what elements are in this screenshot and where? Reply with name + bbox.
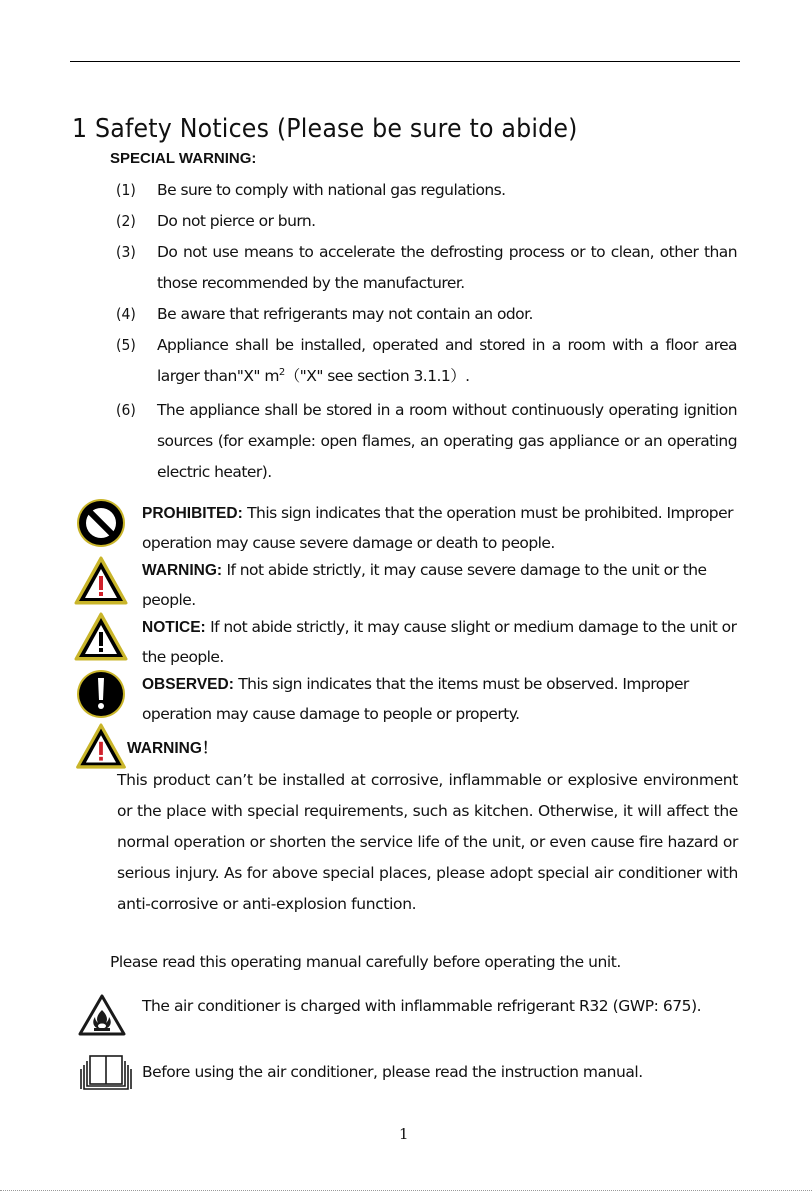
item-text: Do not pierce or burn. bbox=[157, 212, 316, 230]
sign-warning-text bbox=[142, 556, 742, 614]
item-number: (5) bbox=[116, 336, 136, 354]
item-text bbox=[157, 330, 737, 392]
sign-label: WARNING: bbox=[142, 562, 223, 579]
sign-description: This sign indicates that the items must be observed. Improper operation may cause damage to people or property. bbox=[142, 675, 689, 723]
sign-observed-text bbox=[142, 670, 742, 728]
flammable-refrigerant-notice: The air conditioner is charged with inflammable refrigerant R32 (GWP: 675). bbox=[142, 997, 702, 1015]
warning-block-text: This product can’t be installed at corrosive, inflammable or explosive environment or the place with special requirements, such as kitchen. Otherwise, it will affect the normal operation or shorten the service life of the unit, or even cause fire hazard or serious injury. As for above special places, please adopt special air conditioner with anti-corrosive or anti-explosion function. bbox=[117, 771, 738, 913]
item-text: Do not use means to accelerate the defrosting process or to clean, other than those recommended by the manufacturer. bbox=[157, 243, 737, 292]
please-read-notice: Please read this operating manual carefully before operating the unit. bbox=[110, 953, 621, 971]
item-number: (4) bbox=[116, 305, 136, 323]
item-text: The appliance shall be stored in a room without continuously operating ignition sources (for example: open flames, an operating gas appliance or an operating electric heater). bbox=[157, 401, 737, 481]
sign-description: This sign indicates that the operation must be prohibited. Improper operation may cause severe damage or death to people. bbox=[142, 504, 733, 552]
item-number: (3) bbox=[116, 243, 136, 261]
warning-triangle-icon bbox=[74, 723, 128, 770]
sign-prohibited-text bbox=[142, 499, 742, 557]
item-text: Be sure to comply with national gas regulations. bbox=[157, 181, 506, 199]
special-warning-heading: SPECIAL WARNING: bbox=[110, 150, 257, 167]
read-manual-notice: Before using the air conditioner, please read the instruction manual. bbox=[142, 1063, 643, 1081]
page-number: 1 bbox=[399, 1125, 409, 1143]
page-bottom-edge bbox=[0, 1190, 812, 1191]
item-text-main: Appliance shall be installed, operated and stored in a room with a floor area larger than"X" m bbox=[157, 336, 737, 385]
item-number: (1) bbox=[116, 181, 136, 199]
sign-description: If not abide strictly, it may cause severe damage to the unit or the people. bbox=[142, 561, 707, 609]
header-rule bbox=[70, 61, 740, 62]
warning-block-title: WARNING！ bbox=[127, 740, 218, 757]
warning-triangle-icon bbox=[74, 556, 128, 606]
observed-circle-icon bbox=[75, 668, 127, 720]
flammable-warning-icon bbox=[77, 993, 127, 1037]
sign-description: If not abide strictly, it may cause slight or medium damage to the unit or the people. bbox=[142, 618, 737, 666]
sign-label: NOTICE: bbox=[142, 619, 206, 636]
sign-notice-text bbox=[142, 613, 742, 671]
item-number: (2) bbox=[116, 212, 136, 230]
notice-triangle-icon bbox=[74, 612, 128, 662]
section-title: 1 Safety Notices (Please be sure to abide) bbox=[72, 114, 578, 144]
prohibited-icon bbox=[75, 497, 127, 549]
superscript: 2 bbox=[278, 367, 285, 378]
sign-label: OBSERVED: bbox=[142, 676, 234, 693]
item-text-tail: （"X" see section 3.1.1）. bbox=[284, 367, 470, 385]
sign-label: PROHIBITED: bbox=[142, 505, 243, 522]
item-number: (6) bbox=[116, 401, 136, 419]
item-text: Be aware that refrigerants may not contain an odor. bbox=[157, 305, 533, 323]
read-manual-icon bbox=[80, 1054, 132, 1090]
